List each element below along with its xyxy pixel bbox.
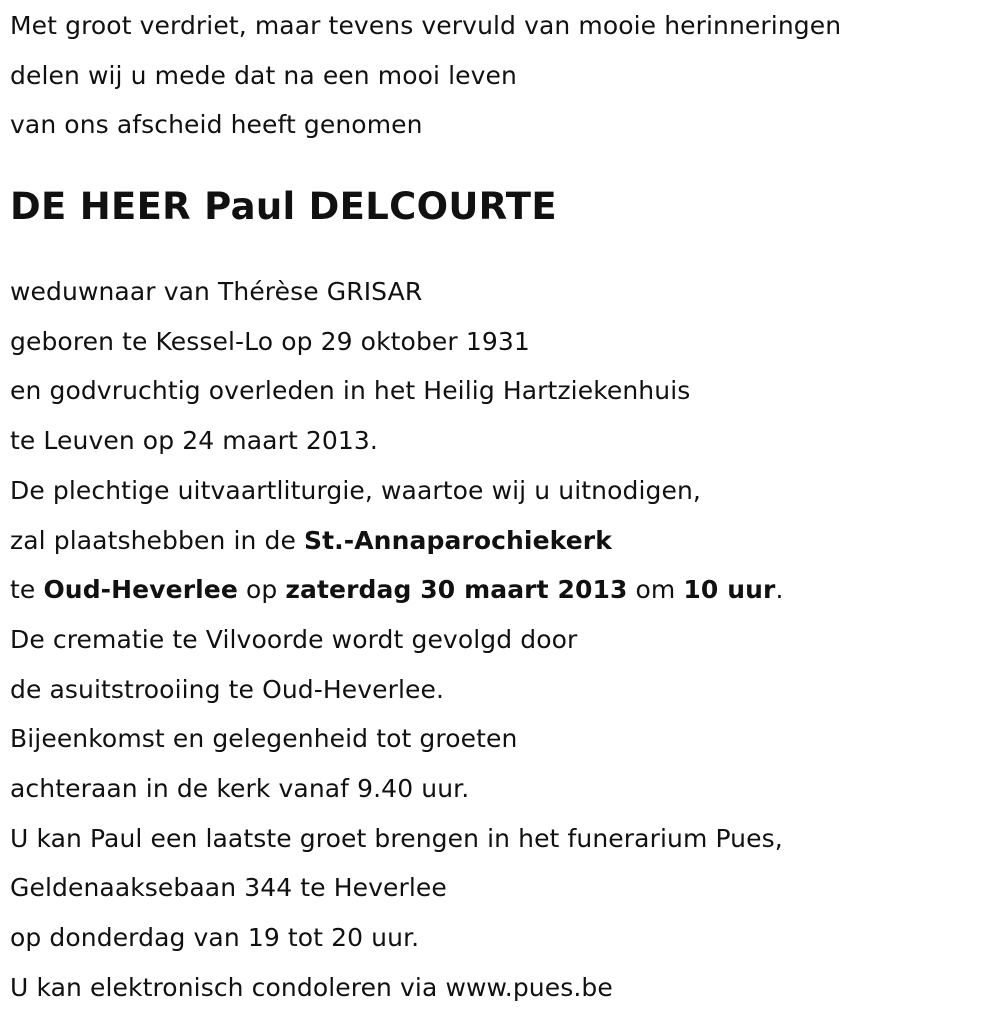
church-name: St.-Annaparochiekerk [304,525,612,555]
place-prefix: te [10,575,44,605]
detail-line: te Leuven op 24 maart 2013. [10,426,378,456]
intro-line: Met groot verdriet, maar tevens vervuld van mooie herinneringen [10,11,842,40]
time-suffix: . [775,575,784,605]
intro-line: van ons afscheid heeft genomen [10,110,423,140]
intro-line: delen wij u mede dat na een mooi leven [10,60,517,90]
ceremony-church-line [10,516,990,566]
ceremony-when-line [10,565,990,615]
detail-line: achteraan in de kerk vanaf 9.40 uur. [10,773,470,803]
ceremony-time: 10 uur [683,575,776,605]
ceremony-place: Oud-Heverlee [43,575,238,605]
detail-line: en godvruchtig overleden in het Heilig Hartziekenhuis [10,376,691,406]
detail-line: de asuitstrooiing te Oud-Heverlee. [10,674,445,704]
detail-line: geboren te Kessel-Lo op 29 oktober 1931 [10,326,530,356]
condolence-line: U kan elektronisch condoleren via www.pues.be [10,972,613,1002]
detail-line: U kan Paul een laatste groet brengen in het funerarium Pues, [10,823,783,853]
detail-line: op donderdag van 19 tot 20 uur. [10,923,420,952]
ceremony-date: zaterdag 30 maart 2013 [285,575,628,605]
intro-paragraph [10,1,990,150]
deceased-name: DE HEER Paul DELCOURTE [10,185,557,229]
detail-line: De plechtige uitvaartliturgie, waartoe wij u uitnodigen, [10,475,701,505]
detail-line: De crematie te Vilvoorde wordt gevolgd door [10,624,578,654]
detail-line: weduwnaar van Thérèse GRISAR [10,277,423,307]
time-prefix: om [627,575,684,605]
obituary-notice [10,0,990,1012]
detail-line: Bijeenkomst en gelegenheid tot groeten [10,724,518,754]
detail-line: Geldenaaksebaan 344 te Heverlee [10,873,447,903]
date-prefix: op [237,575,286,605]
church-prefix: zal plaatshebben in de [10,525,304,555]
details-paragraph [10,267,990,1012]
